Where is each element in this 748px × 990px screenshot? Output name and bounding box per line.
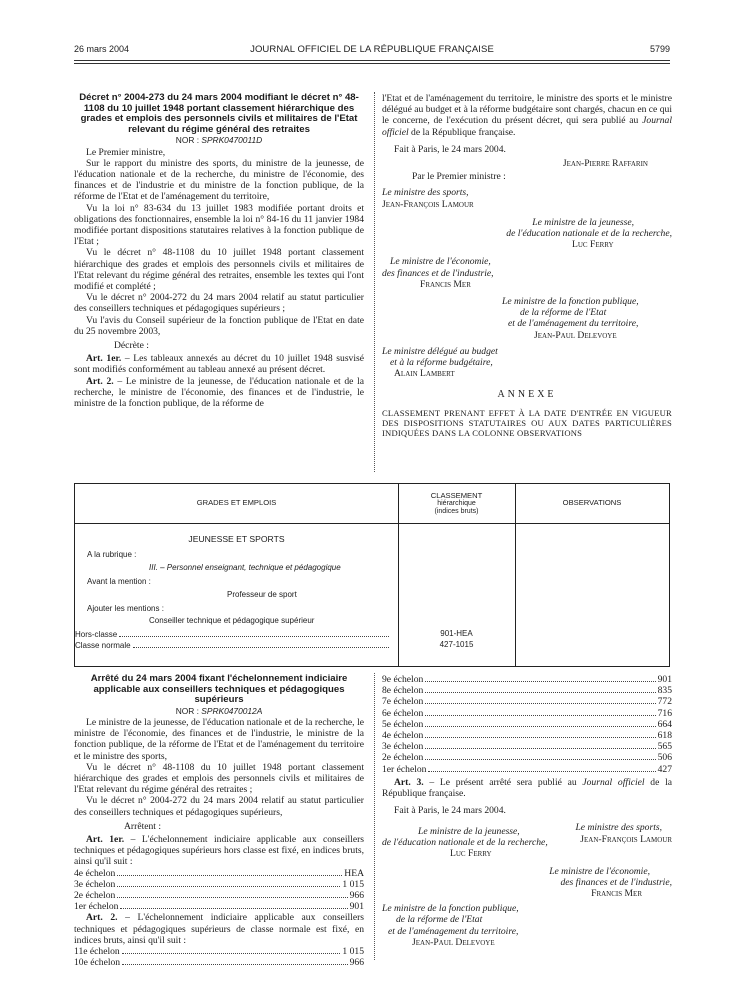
arrete-arretent: Arrêtent : [124, 820, 162, 832]
echelon-row: 10e échelon 966 [74, 957, 364, 969]
signature-block-economie [382, 866, 672, 900]
signature-role: et de l'aménagement du territoire, [508, 318, 639, 330]
echelon-row: 2e échelon 506 [382, 752, 672, 764]
signature-role: Le ministre de la jeunesse, [532, 216, 634, 228]
signature-block-jeunesse [382, 826, 672, 860]
decret-nor: NOR : SPRK0470011D [175, 135, 263, 146]
table-value-hors-classe: 901-HEA [440, 629, 473, 638]
signature-role: Le ministre délégué au budget [382, 345, 498, 357]
echelon-row: 3e échelon 1 015 [74, 878, 364, 890]
signature-role: des finances et de l'industrie, [382, 267, 494, 279]
decret-visa: Vu l'avis du Conseil supérieur de la fonction publique de l'Etat en date du 25 novembre 2003, [74, 314, 364, 337]
signature-role: Le ministre de l'économie, [390, 256, 491, 268]
column-divider [374, 673, 375, 960]
signature-name: Jean-Paul Delevoye [412, 936, 495, 948]
echelon-row: 7e échelon 772 [382, 696, 672, 708]
signature-name: Luc Ferry [572, 239, 614, 251]
decret-article-1: Art. 1er. – Les tableaux annexés au décret du 10 juillet 1948 susvisé sont modifiés conformément au tableau annexé au présent décret. [74, 353, 365, 376]
arrete-visa: Vu le décret n° 2004-272 du 24 mars 2004 relatif au statut particulier des conseillers techniques et pédagogiques supérieurs, [74, 795, 364, 818]
arrete-column-right [382, 674, 672, 851]
echelon-row: 1er échelon 427 [382, 763, 672, 775]
signature-role: Le ministre de la fonction publique, [502, 296, 639, 308]
arrete-visa: Le ministre de la jeunesse, de l'éducation nationale et de la recherche, le ministre de l'économie, des finances et de l'industrie, le ministre de la fonction publique, de la réforme de l'Etat et de l'aménagement du territoire et le ministre des sports, [74, 716, 364, 762]
decret-fait: Fait à Paris, le 24 mars 2004. [394, 143, 506, 155]
echelon-row: 5e échelon 664 [382, 718, 672, 730]
arrete-nor: NOR : SPRK0470012A [175, 705, 263, 716]
arrete-column [74, 674, 364, 968]
header-page-number: 5799 [649, 44, 670, 54]
header-rule [74, 60, 670, 61]
table-value-classe-normale: 427-1015 [439, 640, 474, 649]
echelon-row: 1er échelon 901 [74, 901, 364, 913]
signature-role: de l'éducation nationale et de la recherche, [506, 228, 672, 240]
signature-block-fonction-publique [382, 296, 672, 341]
table-header-grades: GRADES ET EMPLOIS [75, 484, 398, 524]
page-header [74, 44, 670, 58]
signature-block-fonction-publique [382, 903, 672, 948]
table-avant: Professeur de sport [227, 590, 297, 599]
signature-block-economie [382, 256, 672, 290]
par-premier-ministre: Par le Premier ministre : [412, 171, 506, 183]
table-row-classe-normale: Classe normale [75, 640, 391, 651]
signature-role: de la réforme de l'Etat [396, 914, 483, 926]
echelon-row: 6e échelon 716 [382, 707, 672, 719]
table-ajouter-label: Ajouter les mentions : [87, 604, 164, 613]
arrete-article-1: Art. 1er. – L'échelonnement indiciaire applicable aux conseillers techniques et pédagogiques supérieurs hors classe est fixé, en indices bruts, ainsi qu'il suit : [74, 834, 364, 868]
table-rubrique: III. – Personnel enseignant, technique et pédagogique [149, 563, 341, 572]
signature-role: Le ministre de la jeunesse, [418, 826, 520, 837]
table-ajouter: Conseiller technique et pédagogique supérieur [149, 616, 315, 625]
signature-name: Luc Ferry [450, 848, 492, 860]
annexe-table [74, 483, 670, 667]
echelon-row: 4e échelon HEA [74, 867, 364, 879]
table-avant-label: Avant la mention : [87, 577, 151, 586]
table-header-observations: OBSERVATIONS [515, 484, 669, 524]
echelon-row: 3e échelon 565 [382, 741, 672, 753]
signature-role: et de l'aménagement du territoire, [388, 925, 519, 937]
decret-opening: Le Premier ministre, [86, 146, 166, 158]
decret-article-2-continued: l'Etat et de l'aménagement du territoire, le ministre des sports et le ministre délégué au budget et à la réforme budgétaire sont chargés, chacun en ce qui le concerne, de l'exécution du présent décret, qui sera publié au Journal officiel de la République française. [382, 93, 672, 138]
table-row-hors-classe: Hors-classe [75, 629, 391, 640]
table-rubrique-label: A la rubrique : [87, 550, 137, 559]
decret-column-right [382, 93, 672, 439]
signature-role: de la réforme de l'Etat [520, 307, 607, 319]
echelon-row: 8e échelon 835 [382, 685, 672, 697]
table-header-classement: CLASSEMENT hiérarchique (indices bruts) [398, 484, 515, 524]
signature-name: Alain Lambert [394, 368, 455, 380]
table-column-line [515, 484, 516, 666]
arrete-title: Arrêté du 24 mars 2004 fixant l'échelonnement indiciaire applicable aux conseillers techniques et pédagogiques supérieurs [90, 673, 348, 706]
arrete-article-2: Art. 2. – L'échelonnement indiciaire applicable aux conseillers techniques et pédagogiques supérieurs de classe normale est fixé, en indices bruts, ainsi qu'il suit : [74, 912, 365, 946]
signature-name: Francis Mer [591, 888, 642, 900]
signature-name: Jean-François Lamour [382, 198, 474, 210]
arrete-fait: Fait à Paris, le 24 mars 2004. [394, 805, 506, 817]
table-column-line [398, 484, 399, 666]
decret-visa: Vu le décret n° 2004-272 du 24 mars 2004 relatif au statut particulier des conseillers techniques et pédagogiques supérieurs ; [74, 292, 364, 315]
decret-article-2: Art. 2. – Le ministre de la jeunesse, de l'éducation nationale et de la recherche, le ministre de l'économie, des finances et de l'industrie, le ministre de la fonction publique, de la réforme de [74, 375, 364, 410]
column-divider [374, 92, 375, 472]
decret-visa: Vu la loi n° 83-634 du 13 juillet 1983 modifiée portant droits et obligations des fonctionnaires, ensemble la loi n° 84-16 du 11 janvier 1984 modifiée portant dispositions statutaires relatives à la fonction publique de l'Etat ; [74, 202, 364, 248]
decret-decrete: Décrète : [114, 340, 149, 352]
echelon-row: 11e échelon 1 015 [74, 946, 364, 958]
header-title: JOURNAL OFFICIEL DE LA RÉPUBLIQUE FRANÇAISE [250, 44, 494, 55]
annexe-heading: ANNEXE [497, 389, 557, 401]
decret-visa: Vu le décret n° 48-1108 du 10 juillet 1948 portant classement hiérarchique des grades et emplois des personnels civils et militaires de l'Etat relevant du régime général des retraites, ensemble les textes qui l'ont modifié et complété ; [74, 247, 364, 293]
arrete-visa: Vu le décret n° 48-1108 du 10 juillet 1948 portant classement hiérarchique des grades et emplois des personnels civils et militaires de l'Etat relevant du régime général des retraites ; [74, 761, 364, 796]
arrete-article-3: Art. 3. – Le présent arrêté sera publié au Journal officiel de la République française. [382, 776, 672, 800]
signature-prime-minister: Jean-Pierre Raffarin [562, 158, 648, 170]
signature-role: de l'éducation nationale et de la recherche, [382, 837, 548, 849]
echelon-row: 2e échelon 966 [74, 890, 364, 902]
annexe-subtitle: CLASSEMENT PRENANT EFFET À LA DATE D'ENTRÉE EN VIGUEUR DES DISPOSITIONS STATUTAIRES OU AUX DATES PARTICULIÈRES INDIQUÉES DANS LA COLONNE OBSERVATIONS [382, 407, 672, 439]
signature-role: des finances et de l'industrie, [560, 876, 672, 888]
signature-block-budget [382, 346, 672, 380]
signature-name: Jean-François Lamour [580, 833, 672, 845]
signature-role: et à la réforme budgétaire, [390, 357, 493, 369]
signature-role: Le ministre de l'économie, [549, 865, 650, 877]
decret-visa: Sur le rapport du ministre des sports, du ministre de la jeunesse, de l'éducation nationale et de la recherche, du ministre de l'économie, des finances et de l'industrie et du ministre de la fonction publique, de la réforme de l'Etat et de l'aménagement du territoire, [74, 157, 364, 203]
arrete-signatures [382, 826, 672, 948]
header-date: 26 mars 2004 [74, 44, 130, 54]
table-section-title: JEUNESSE ET SPORTS [188, 534, 285, 544]
decret-column [74, 93, 364, 409]
decret-title: Décret n° 2004-273 du 24 mars 2004 modifiant le décret n° 48-1108 du 10 juillet 1948 portant classement hiérarchique des grades et emplois des personnels civils et militaires de l'Etat relevant du régime général des retraites [79, 92, 359, 135]
signature-name: Francis Mer [420, 278, 471, 290]
echelon-row: 4e échelon 618 [382, 730, 672, 742]
signature-block-jeunesse [382, 217, 672, 251]
signature-role: Le ministre des sports, [382, 187, 469, 199]
echelon-row: 9e échelon 901 [382, 674, 672, 685]
signature-role: Le ministre des sports, [575, 822, 662, 834]
signature-role: Le ministre de la fonction publique, [382, 903, 519, 915]
signature-name: Jean-Paul Delevoye [534, 329, 617, 341]
header-rule-2 [74, 63, 670, 64]
